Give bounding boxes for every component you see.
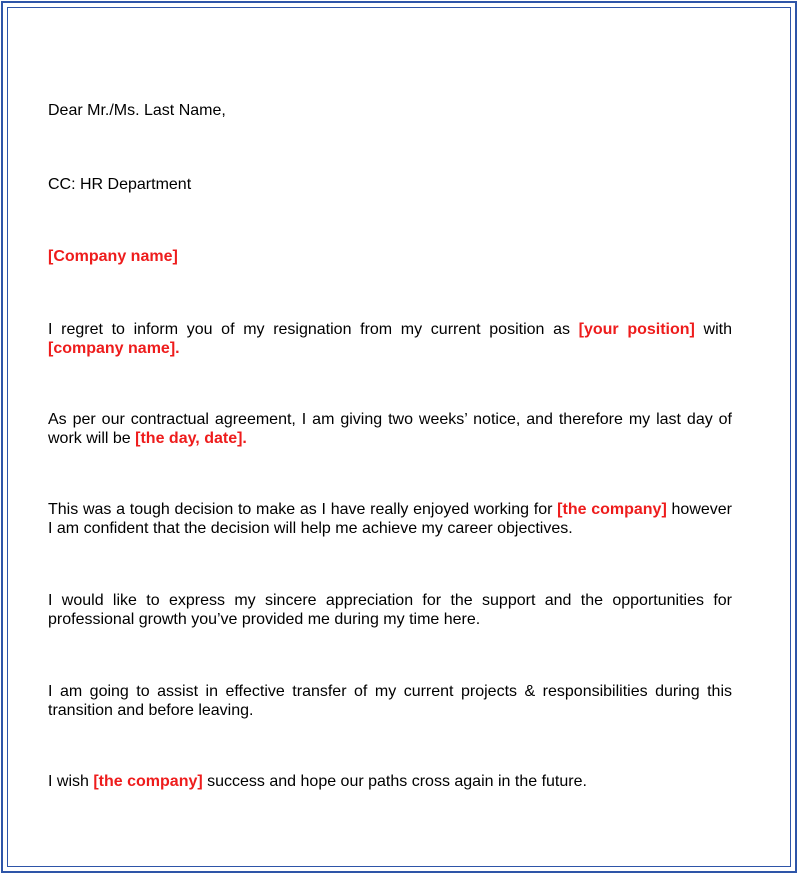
paragraph-closing-text: I wish (48, 773, 94, 790)
company-placeholder: [the company] (557, 501, 667, 518)
paragraph-closing (48, 772, 732, 791)
position-placeholder: [your position] (578, 321, 695, 338)
paragraph-appreciation: I would like to express my sincere appreciation for the support and the opportunities for professional growth you’ve provided me during my time here. (48, 592, 732, 628)
company-name-placeholder: [Company name] (48, 248, 178, 265)
paragraph-decision (48, 500, 732, 538)
paragraph-notice-text: As per our contractual agreement, I am giving two weeks’ notice, and therefore my last day of work will be (48, 411, 732, 447)
paragraph-decision-text: This was a tough decision to make as I have really enjoyed working for (48, 501, 558, 518)
date-placeholder: [the day, date]. (135, 430, 247, 447)
paragraph-resignation-with: with (694, 321, 732, 338)
paragraph-decision-rest: however I am confident that the decision will help me achieve my career objectives. (48, 501, 733, 537)
paragraph-resignation-text: I regret to inform you of my resignation from my current position as (48, 321, 579, 338)
company-placeholder: [company name]. (48, 340, 180, 357)
paragraph-notice (48, 410, 732, 448)
cc-line: CC: HR Department (48, 176, 192, 193)
company-placeholder: [the company] (93, 773, 203, 790)
paragraph-resignation (48, 320, 732, 358)
paragraph-closing-rest: success and hope our paths cross again in the future. (202, 773, 587, 790)
salutation: Dear Mr./Ms. Last Name, (48, 102, 226, 119)
paragraph-transition: I am going to assist in effective transfer of my current projects & responsibilities during this transition and before leaving. (48, 683, 732, 719)
